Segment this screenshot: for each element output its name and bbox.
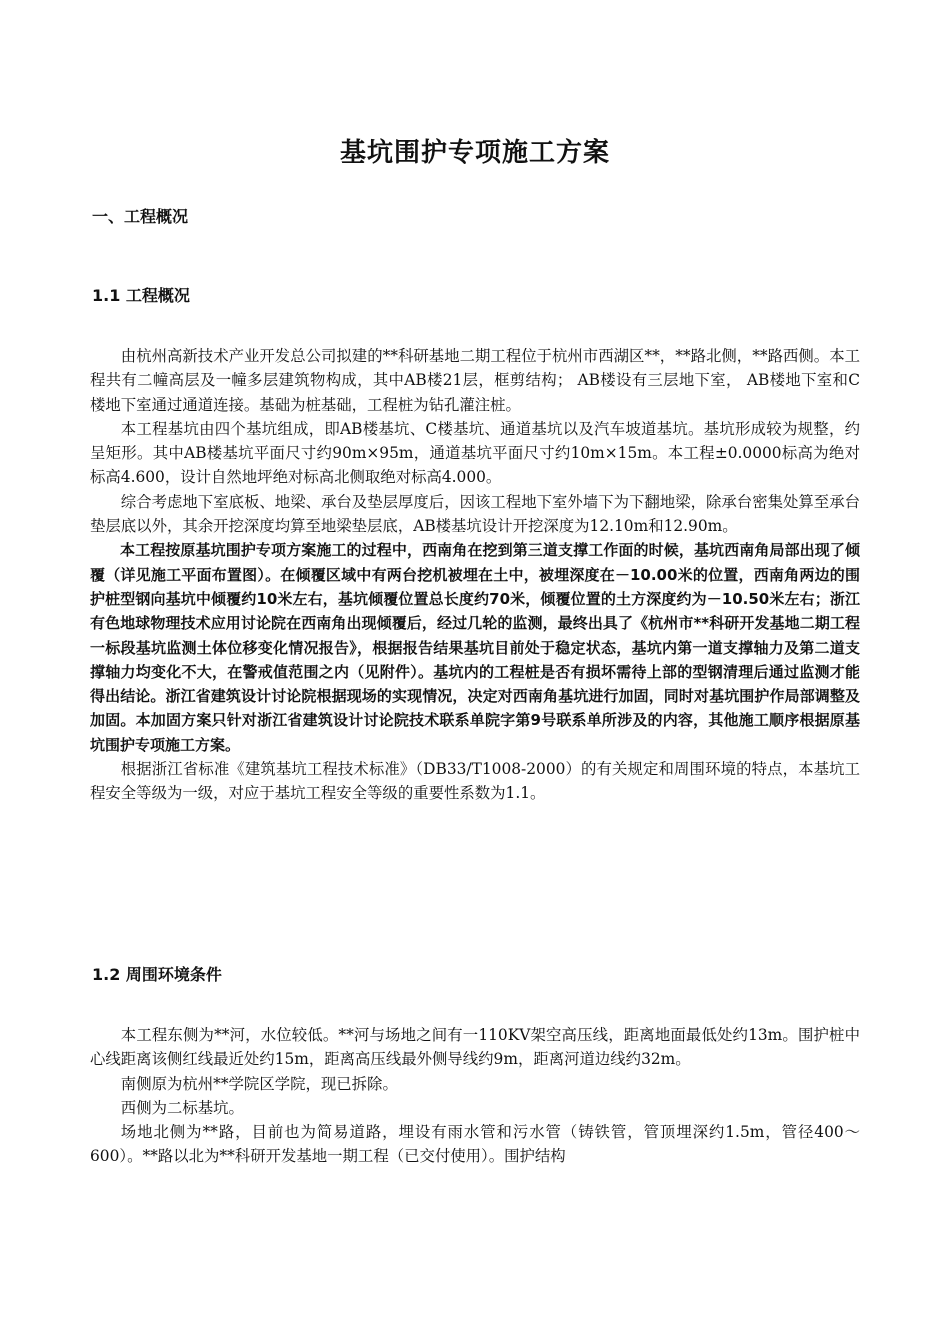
paragraph: 南侧原为杭州**学院区学院，现已拆除。	[120, 1074, 398, 1093]
paragraph: 西侧为二标基坑。	[120, 1098, 244, 1117]
paragraph: 由杭州高新技术产业开发总公司拟建的**科研基地二期工程位于杭州市西湖区**，**路北侧，**路西侧。本工程共有二幢高层及一幢多层建筑物构成，其中AB楼21层，框剪结构； AB楼设有三层地下室， AB楼地下室和C楼地下室通过通道连接。基础为桩基础，工程桩为钻孔灌注桩。	[90, 347, 860, 414]
paragraph-emphasized: 本工程按原基坑围护专项方案施工的过程中，西南角在挖到第三道支撑工作面的时候，基坑西南角局部出现了倾覆（详见施工平面布置图）。在倾覆区域中有两台挖机被埋在土中，被埋深度在－10.00米的位置，西南角两边的围护桩型钢向基坑中倾覆约10米左右，基坑倾覆位置总长度约70米，倾覆位置的土方深度约为－10.50米左右；浙江有色地球物理技术应用讨论院在西南角出现倾覆后，经过几轮的监测，最终出具了《杭州市**科研开发基地二期工程一标段基坑监测土体位移变化情况报告》，根据报告结果基坑目前处于稳定状态，基坑内第一道支撑轴力及第二道支撑轴力均变化不大，在警戒值范围之内（见附件）。基坑内的工程桩是否有损坏需待上部的型钢清理后通过监测才能得出结论。浙江省建筑设计讨论院根据现场的实现情况，决定对西南角基坑进行加固，同时对基坑围护作局部调整及加固。本加固方案只针对浙江省建筑设计讨论院技术联系单院字第9号联系单所涉及的内容，其他施工顺序根据原基坑围护专项施工方案。	[90, 541, 860, 754]
paragraph: 本工程基坑由四个基坑组成，即AB楼基坑、C楼基坑、通道基坑以及汽车坡道基坑。基坑形成较为规整，约呈矩形。其中AB楼基坑平面尺寸约90m×95m，通道基坑平面尺寸约10m×15m。本工程±0.0000标高为绝对标高4.600，设计自然地坪绝对标高北侧取绝对标高4.000。	[90, 419, 860, 487]
section-heading-overview: 一、工程概况	[92, 207, 189, 226]
subsection-heading-1-2: 1.2 周围环境条件	[92, 965, 222, 984]
paragraph: 本工程东侧为**河，水位较低。**河与场地之间有一110KV架空高压线，距离地面最低处约13m。围护桩中心线距离该侧红线最近处约15m，距离高压线最外侧导线约9m，距离河道边线约32m。	[90, 1026, 860, 1069]
subsection-heading-1-1: 1.1 工程概况	[92, 286, 190, 305]
paragraph: 综合考虑地下室底板、地梁、承台及垫层厚度后，因该工程地下室外墙下为下翻地梁，除承台密集处算至承台垫层底以外，其余开挖深度均算至地梁垫层底，AB楼基坑设计开挖深度为12.10m和12.90m。	[90, 492, 860, 536]
paragraph: 场地北侧为**路，目前也为简易道路，埋设有雨水管和污水管（铸铁管，管顶埋深约1.5m，管径400～600）。**路以北为**科研开发基地一期工程（已交付使用）。围护结构	[90, 1123, 860, 1166]
section-1-1-body	[90, 344, 860, 806]
document-title: 基坑围护专项施工方案	[339, 138, 610, 168]
section-1-2-body	[90, 1023, 860, 1169]
paragraph: 根据浙江省标准《建筑基坑工程技术标准》（DB33/T1008-2000）的有关规定和周围环境的特点，本基坑工程安全等级为一级，对应于基坑工程安全等级的重要性系数为1.1。	[90, 760, 860, 803]
